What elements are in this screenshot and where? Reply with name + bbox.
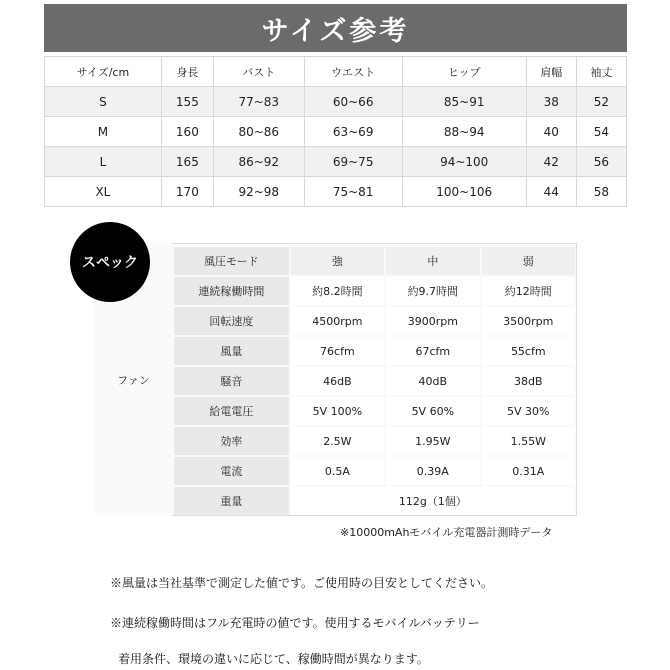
spec-cell: 0.31A bbox=[482, 457, 575, 485]
size-cell: 100~106 bbox=[402, 177, 526, 207]
size-table-header-row bbox=[45, 57, 627, 87]
size-cell: 40 bbox=[526, 117, 576, 147]
spec-row bbox=[174, 367, 575, 395]
spec-cell: 約9.7時間 bbox=[386, 277, 479, 305]
size-cell: 42 bbox=[526, 147, 576, 177]
size-cell: 92~98 bbox=[213, 177, 304, 207]
spec-cell: 1.95W bbox=[386, 427, 479, 455]
spec-footnote: ※10000mAhモバイル充電器計測時データ bbox=[340, 526, 553, 539]
spec-header-row bbox=[174, 247, 575, 275]
spec-row-label: 効率 bbox=[174, 427, 289, 455]
size-cell: 170 bbox=[161, 177, 213, 207]
size-table-row bbox=[45, 87, 627, 117]
size-table-row bbox=[45, 147, 627, 177]
size-cell: 85~91 bbox=[402, 87, 526, 117]
spec-row-label: 連続稼働時間 bbox=[174, 277, 289, 305]
spec-row bbox=[174, 307, 575, 335]
size-header-cell: 肩幅 bbox=[526, 57, 576, 87]
spec-row bbox=[174, 427, 575, 455]
spec-cell: 67cfm bbox=[386, 337, 479, 365]
size-cell: 75~81 bbox=[304, 177, 402, 207]
size-cell: 44 bbox=[526, 177, 576, 207]
size-cell: S bbox=[45, 87, 162, 117]
spec-cell: 約8.2時間 bbox=[291, 277, 384, 305]
spec-row-label: 風量 bbox=[174, 337, 289, 365]
spec-row bbox=[174, 277, 575, 305]
note-runtime-cont: 着用条件、環境の違いに応じて、稼働時間が異なります。 bbox=[118, 652, 429, 666]
size-cell: 80~86 bbox=[213, 117, 304, 147]
size-cell: 69~75 bbox=[304, 147, 402, 177]
spec-row bbox=[174, 337, 575, 365]
spec-cell: 46dB bbox=[291, 367, 384, 395]
spec-cell: 76cfm bbox=[291, 337, 384, 365]
size-cell: 77~83 bbox=[213, 87, 304, 117]
spec-weight-row bbox=[174, 487, 575, 515]
spec-header-cell: 中 bbox=[386, 247, 479, 275]
spec-row-label: 給電電圧 bbox=[174, 397, 289, 425]
spec-row-label: 騒音 bbox=[174, 367, 289, 395]
size-cell: 56 bbox=[576, 147, 626, 177]
size-cell: 94~100 bbox=[402, 147, 526, 177]
spec-cell: 1.55W bbox=[482, 427, 575, 455]
size-cell: L bbox=[45, 147, 162, 177]
size-cell: 155 bbox=[161, 87, 213, 117]
spec-cell: 4500rpm bbox=[291, 307, 384, 335]
spec-header-cell: 強 bbox=[291, 247, 384, 275]
spec-cell: 55cfm bbox=[482, 337, 575, 365]
spec-weight-label: 重量 bbox=[174, 487, 289, 515]
size-cell: 60~66 bbox=[304, 87, 402, 117]
size-cell: XL bbox=[45, 177, 162, 207]
size-cell: 165 bbox=[161, 147, 213, 177]
spec-cell: 0.39A bbox=[386, 457, 479, 485]
spec-cell: 40dB bbox=[386, 367, 479, 395]
spec-category-label: ファン bbox=[95, 243, 172, 516]
spec-header-label: 風圧モード bbox=[174, 247, 289, 275]
size-header-cell: 袖丈 bbox=[576, 57, 626, 87]
size-header-cell: 身長 bbox=[161, 57, 213, 87]
size-table-row bbox=[45, 117, 627, 147]
size-header-cell: ウエスト bbox=[304, 57, 402, 87]
spec-badge: スペック bbox=[70, 222, 150, 302]
size-header-cell: ヒップ bbox=[402, 57, 526, 87]
spec-cell: 5V 60% bbox=[386, 397, 479, 425]
spec-header-cell: 弱 bbox=[482, 247, 575, 275]
size-chart-title: サイズ参考 bbox=[44, 4, 627, 52]
spec-cell: 約12時間 bbox=[482, 277, 575, 305]
size-cell: 52 bbox=[576, 87, 626, 117]
spec-cell: 3500rpm bbox=[482, 307, 575, 335]
spec-cell: 3900rpm bbox=[386, 307, 479, 335]
spec-row bbox=[174, 397, 575, 425]
spec-cell: 0.5A bbox=[291, 457, 384, 485]
spec-cell: 5V 100% bbox=[291, 397, 384, 425]
spec-cell: 2.5W bbox=[291, 427, 384, 455]
size-cell: 88~94 bbox=[402, 117, 526, 147]
spec-cell: 38dB bbox=[482, 367, 575, 395]
size-cell: 86~92 bbox=[213, 147, 304, 177]
size-header-cell: サイズ/cm bbox=[45, 57, 162, 87]
spec-row bbox=[174, 457, 575, 485]
size-cell: 160 bbox=[161, 117, 213, 147]
size-chart-table bbox=[44, 56, 627, 207]
size-cell: 38 bbox=[526, 87, 576, 117]
spec-table bbox=[172, 245, 577, 517]
note-airflow: ※風量は当社基準で測定した値です。ご使用時の目安としてください。 bbox=[110, 576, 494, 590]
note-runtime: ※連続稼働時間はフル充電時の値です。使用するモバイルバッテリー bbox=[110, 616, 480, 630]
spec-row-label: 回転速度 bbox=[174, 307, 289, 335]
spec-row-label: 電流 bbox=[174, 457, 289, 485]
size-cell: 58 bbox=[576, 177, 626, 207]
size-table-row bbox=[45, 177, 627, 207]
size-header-cell: バスト bbox=[213, 57, 304, 87]
size-cell: 63~69 bbox=[304, 117, 402, 147]
size-cell: M bbox=[45, 117, 162, 147]
spec-weight-value: 112g（1個） bbox=[291, 487, 575, 515]
spec-cell: 5V 30% bbox=[482, 397, 575, 425]
size-cell: 54 bbox=[576, 117, 626, 147]
